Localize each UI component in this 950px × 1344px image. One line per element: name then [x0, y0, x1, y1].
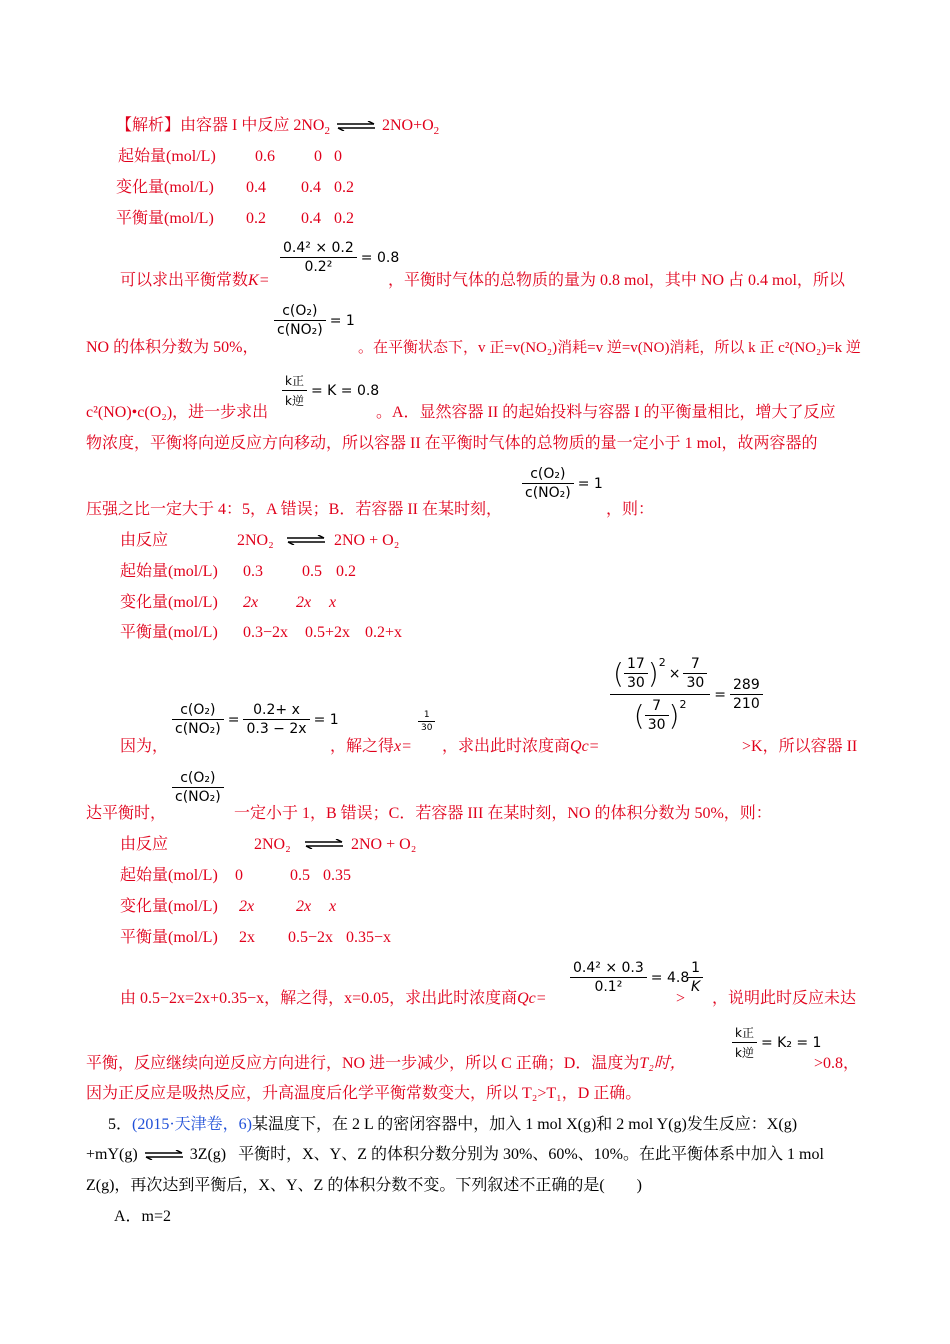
- equilibrium-arrows-icon: [144, 1150, 184, 1160]
- ratio-formula: $\frac{\text{c(O₂)}}{\text{c(NO₂)}}$: [172, 770, 224, 805]
- paragraph: ，平衡时气体的总物质的量为 0.8 mol，其中 NO 占 0.4 mol，所以: [388, 272, 845, 289]
- analysis-intro: 【解析】由容器 I 中反应 $2NO_2$ $2NO+O_2$: [116, 117, 440, 138]
- option-a: A．m=2: [114, 1208, 172, 1225]
- paragraph: 。A．显然容器 II 的起始投料与容器 I 的平衡量相比，增大了反应: [376, 404, 836, 421]
- paragraph: >0.8，: [814, 1055, 860, 1072]
- x-value-fraction: $\frac{1}{30}$: [418, 710, 435, 733]
- question-source: (2015·天津卷，6): [132, 1116, 253, 1133]
- paragraph: ，则：: [606, 501, 655, 518]
- question-5-line: +mY(g) 3Z(g) 平衡时，X、Y、Z 的体积分数分别为 30%、60%、10%。在此平衡体系中加入 1 mol: [86, 1146, 824, 1163]
- paragraph: 因为，: [120, 738, 169, 755]
- ratio-formula: $\frac{\text{c(O₂)}}{\text{c(NO₂)}}$ = 1: [274, 303, 355, 338]
- paragraph: 一定小于 1，B 错误；C．若容器 III 在某时刻，NO 的体积分数为 50%，则：: [234, 805, 772, 822]
- paragraph: NO 的体积分数为 50%，: [86, 339, 259, 356]
- paragraph: 因为正反应是吸热反应，升高温度后化学平衡常数变大，所以 T₂>T₁，D 正确。: [86, 1085, 642, 1102]
- paragraph: 达平衡时，: [86, 805, 167, 822]
- quotient-formula-c: $\frac{\text{0.4² × 0.3}}{\text{0.1²}}$ = 4.8: [570, 960, 689, 995]
- concentration-quotient-formula: ( $\frac{17}{30}$ ) $^2$ × $\frac{7}{30}$ ( $\frac{7}{30}$ ) $^2$ = $\frac{289}{210}$: [610, 656, 763, 733]
- question-5-line: Z(g)，再次达到平衡后，X、Y、Z 的体积分数不变。下列叙述不正确的是( ): [86, 1177, 642, 1194]
- paragraph: 压强之比一定大于 4：5，A 错误；B．若容器 II 在某时刻，: [86, 501, 503, 518]
- paragraph: 物浓度，平衡将向逆反应方向移动，所以容器 II 在平衡时气体的总物质的量一定小于 1 mol，故两容器的: [86, 435, 818, 452]
- paragraph: ，求出此时浓度商Qc=: [442, 738, 600, 755]
- equilibrium-arrows-icon: [336, 121, 376, 131]
- equilibrium-arrows-icon: [304, 839, 344, 849]
- paragraph: >: [676, 990, 686, 1007]
- question-5-line: 5．(2015·天津卷，6)某温度下，在 2 L 的密闭容器中，加入 1 mol X(g)和 2 mol Y(g)发生反应：X(g): [108, 1116, 798, 1133]
- paragraph: 由 0.5−2x=2x+0.35−x，解之得，x=0.05，求出此时浓度商Qc=: [120, 990, 547, 1007]
- equilibrium-arrows-icon: [286, 535, 326, 545]
- paragraph: 平衡，反应继续向逆反应方向进行，NO 进一步减少，所以 C 正确；D．温度为T₂时，: [86, 1055, 686, 1072]
- equilibrium-constant-formula: $\frac{\text{0.4² × 0.2}}{\text{0.2²}}$ = 0.8: [280, 240, 399, 275]
- rate-constant-ratio-formula: $\frac{\text{k正}}{\text{k逆}}$ = K = 0.8: [282, 372, 379, 409]
- paragraph: ，说明此时反应未达: [712, 990, 857, 1007]
- paragraph: 可以求出平衡常数K=: [120, 272, 270, 289]
- ratio-formula: $\frac{\text{c(O₂)}}{\text{c(NO₂)}}$ = 1: [522, 466, 603, 501]
- k2-formula: $\frac{\text{k正}}{\text{k逆}}$ = K₂ = 1: [732, 1024, 821, 1061]
- analysis-tag: 【解析】: [116, 117, 181, 134]
- inverse-k-fraction: $\frac{1}{K}$: [688, 960, 703, 995]
- paragraph: ，解之得x=: [330, 738, 412, 755]
- paragraph: >K，所以容器 II: [742, 738, 858, 755]
- paragraph: c²(NO)•c(O₂)，进一步求出: [86, 404, 269, 421]
- question-number: 5．: [108, 1116, 133, 1133]
- ratio-equation-formula: $\frac{\text{c(O₂)}}{\text{c(NO₂)}}$ = $\frac{0.2+ x}{0.3 - 2x}$ = 1: [172, 702, 339, 737]
- paragraph: 。在平衡状态下，v 正=v(NO₂)消耗=v 逆=v(NO)消耗，所以 k 正 c²(NO₂)=k 逆: [358, 340, 861, 356]
